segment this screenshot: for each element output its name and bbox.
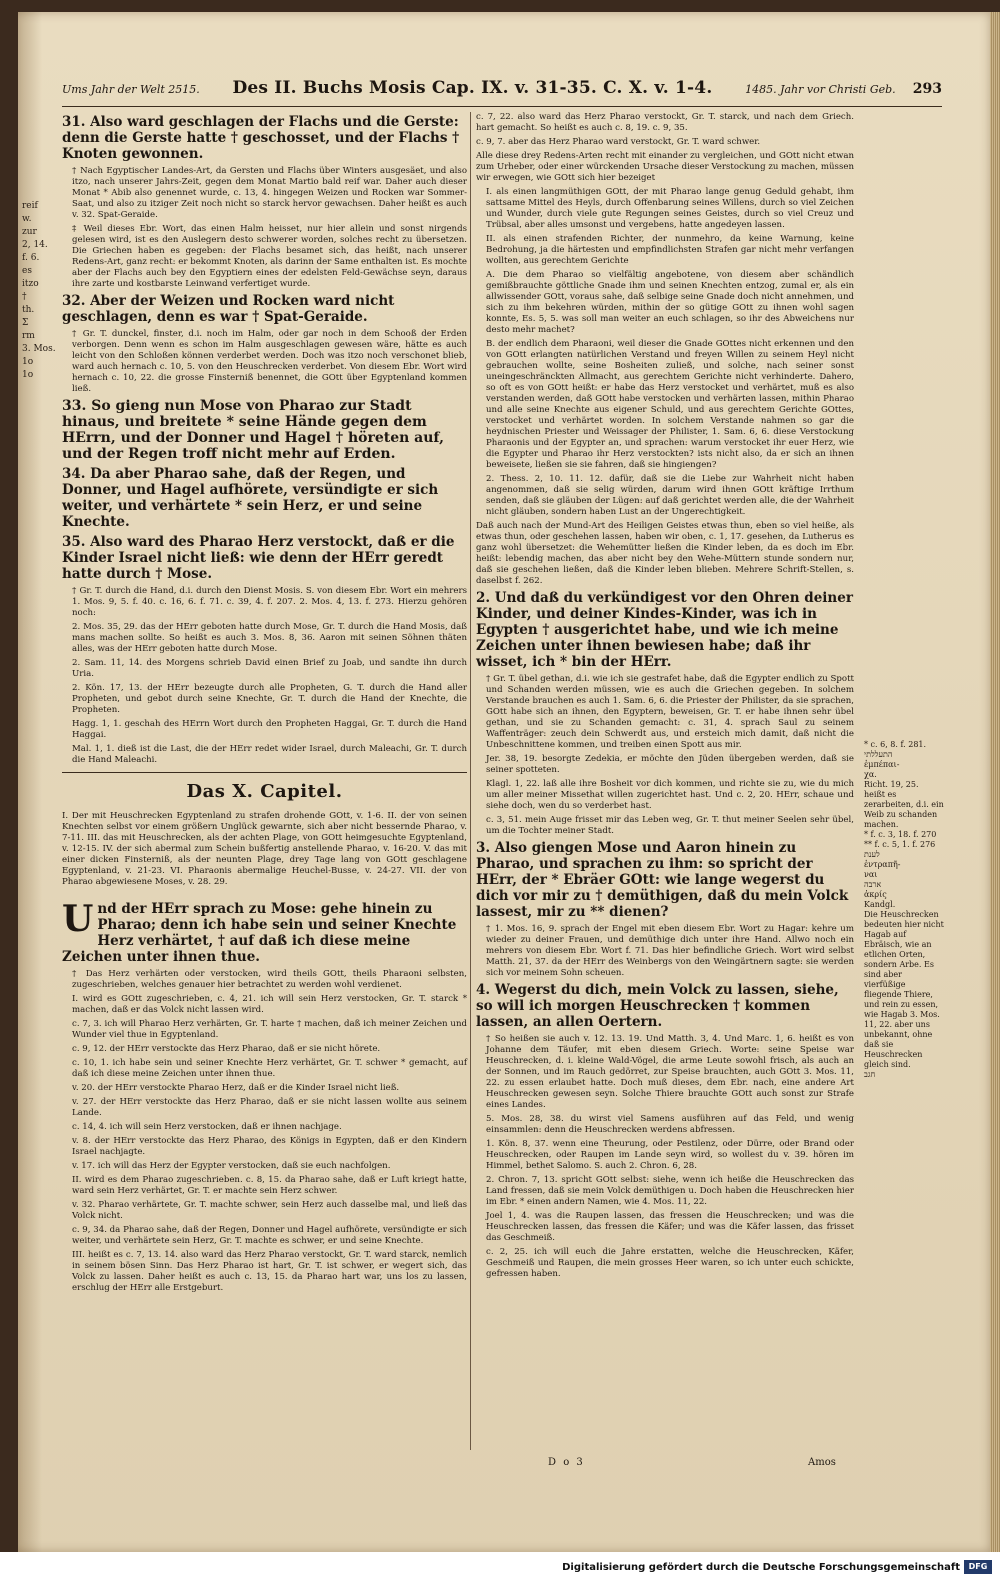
note-r6: A. Die dem Pharao so vielfältig angebotene, von diesem aber schändlich gemißbrauchte göttliche Gnade ihm und seinen Knechten entzog, zumal er, als ein allwissender GOtt, voraus sahe, daß selbige seine Gnade doch nicht annehmen, und sich zu ihm bekehren würden, mithin der so gütige GOtt zu ihnen wohl sagen konnte, Es. 5, 5. was soll man weiter an euch schlagen, so ihr des Abweichens nur desto mehr machet? — [486, 270, 854, 335]
note-9-35a: † Gr. T. durch die Hand, d.i. durch den Dienst Mosis. S. von diesem Ebr. Wort ein mehrers 1. Mos. 9, 5. f. 40. c. 16, 6. f. 71. c. 39, 4. f. 207. 2. Mos. 4, 13. f. 273. Hierzu gehören noch: — [72, 586, 467, 618]
note-9-35c: 2. Sam. 11, 14. des Morgens schrieb David einen Brief zu Joab, und sandte ihn durch Uria. — [72, 658, 467, 679]
note-10-4c: 1. Kön. 8, 37. wenn eine Theurung, oder Pestilenz, oder Dürre, oder Brand oder Heuschrecken, oder Raupen im Lande seyn wird, so wollest du v. 39. hören im Himmel, bethet Salomo. S. auch 2. Chron. 6, 28. — [486, 1139, 854, 1171]
note-10-2a: † Gr. T. übel gethan, d.i. wie ich sie gestrafet habe, daß die Egypter endlich zu Spott und Schanden werden müssen, wie es auch die Griechen gegeben. In solchem Verstande brauchen es auch 1. Sam. 6, 6. die Priester der Philister, da sie sprachen, GOtt habe sich an ihnen, den Egyptern, beweisen, Gr. T. er habe ihnen sehr übel gethan, und sie zu Schanden gemacht: c. 31, 4. sprach Saul zu seinem Waffenträger: zeuch dein Schwerdt aus, und ersteich mich damit, daß nicht die Unbeschnittene kommen, und treiben einen Spott aus mir. — [486, 674, 854, 750]
note-10-1m: c. 9, 34. da Pharao sahe, daß der Regen, Donner und Hagel aufhörete, versündigte er sich weiter, und verhärtete sein Herz, Gr. T. machte es schwer, er und seine Knechte. — [72, 1225, 467, 1247]
signature-mark: D o 3 — [548, 1457, 585, 1468]
note-r9: Daß auch nach der Mund-Art des Heiligen Geistes etwas thun, eben so viel heiße, als etwas thun, oder geschehen lassen, haben wir oben, c. 1, 17. gesehen, da Lutherus es ganz wohl übersetzet: die Wehemütter ließen die Kinder leben, da es doch im Ebr. heißt: lebendig machen, das aber nicht bey den Wehe-Müttern stunde sondern nur, daß sie geschehen ließen, daß die Kinder leben blieben. Mehrere Schrift-Stellen, s. daselbst f. 262. — [476, 521, 854, 586]
note-r3: Alle diese drey Redens-Arten recht mit einander zu vergleichen, und GOtt nicht etwan zum Urheber, oder einer würckenden Ursache dieser Verstockung zu machen, müssen wir erwegen, wie GOtt sich hier bezeiget — [476, 151, 854, 183]
chapter-summary: I. Der mit Heuschrecken Egyptenland zu strafen drohende GOtt, v. 1-6. II. der von seinen Knechten selbst vor einem größern Unglück gewarnte, sich aber nicht bessernde Pharao, v. 7-11. III. das mit Heuschrecken, als der achten Plage, von GOtt heimgesuchte Egyptenland, v. 12-15. IV. der sich abermal zum Schein bußfertig anstellende Pharao, v. 16-20. V. das mit einer dicken Finsterniß, als der neunten Plage, drey Tage lang von GOtt geschlagene Egyptenland, v. 21-23. VI. Pharaonis abermalige Heuchel-Busse, v. 24-27. VII. der von Pharao abgewiesene Moses, v. 28. 29. — [62, 810, 467, 887]
dfg-credit-text: Digitalisierung gefördert durch die Deutsche Forschungsgemeinschaft — [562, 1562, 960, 1573]
verse-9-33: 33. So gieng nun Mose von Pharao zur Stadt hinaus, und breitete * seine Hände gegen dem HErrn, und der Donner und Hagel † höreten auf, und der Regen troff nicht mehr auf Erden. — [62, 398, 445, 462]
note-10-1e: c. 10, 1. ich habe sein und seiner Knechte Herz verhärtet, Gr. T. schwer * gemacht, auf daß ich diese meine Zeichen unter ihnen thue. — [72, 1058, 467, 1080]
running-header — [62, 78, 942, 104]
verse-9-35: 35. Also ward des Pharao Herz verstockt, daß er die Kinder Israel nicht ließ: wie denn der HErr geredt hatte durch † Mose. — [62, 534, 455, 582]
note-10-1a: † Das Herz verhärten oder verstocken, wird theils GOtt, theils Pharaoni selbsten, zugeschrieben, welches genauer hier betrachtet zu werden wohl verdienet. — [72, 969, 467, 991]
verse-9-32: 32. Aber der Weizen und Rocken ward nicht geschlagen, denn es war † Spat-Geraide. — [62, 293, 395, 325]
chapter-rule — [62, 772, 467, 773]
verse-10-1-text: nd der HErr sprach zu Mose: gehe hinein zu Pharao; denn ich habe sein und seiner Knechte Herz verhärtet, † auf daß ich diese meine Zeichen unter ihnen thue. — [62, 901, 457, 966]
page-number: 293 — [912, 81, 942, 97]
note-10-4b: 5. Mos. 28, 38. du wirst viel Samens ausführen auf das Feld, und wenig einsammlen: denn die Heuschrecken werdens abfressen. — [486, 1114, 854, 1135]
header-year-left: Ums Jahr der Welt 2515. — [62, 83, 200, 96]
note-9-35b: 2. Mos. 35, 29. das der HErr geboten hatte durch Mose, Gr. T. durch die Hand Mosis, daß mans machen sollte. So heißt es auch 3. Mos. 8, 36. Aaron mit seinen Söhnen thäten alles, was der HErr geboten hatte durch Mose. — [72, 622, 467, 654]
note-9-35e: Hagg. 1, 1. geschah des HErrn Wort durch den Propheten Haggai, Gr. T. durch die Hand Haggai. — [72, 719, 467, 740]
note-r7: B. der endlich dem Pharaoni, weil dieser die Gnade GOttes nicht erkennen und den von GOtt erlangten natürlichen Verstand und freyen Willen zu seinem Heyl nicht gebrauchen wollte, seine Bosheiten zuließ, und solche, nach seiner sonst uneingeschränckten Allmacht, aus gerechtem Gerichte nicht verhinderte. Dahero, so oft es von GOtt heißt: er habe das Herz verstocket und verhärtet, muß es also verstanden werden, daß GOtt habe verstocken und verhärten lassen, mithin Pharao und alle seine Knechte aus eigener Schuld, und aus gerechtem Gerichte GOttes, verstocket und verhärtet worden. In solchem Verstande nahmen so gar die heydnischen Priester und Weissager der Philister, 1. Sam. 6, 6. diese Verstockung Pharaonis und der Egypter an, und sprachen: warum verstocket ihr euer Herz, wie die Egypter und Pharao ihr Herz verstockten? ists nicht also, da er sich an ihnen beweisete, ließen sie sie fahren, daß sie hingiengen? — [486, 339, 854, 470]
note-10-1l: v. 32. Pharao verhärtete, Gr. T. machte schwer, sein Herz auch dasselbe mal, und ließ das Volck nicht. — [72, 1200, 467, 1222]
drop-cap: U — [62, 898, 94, 941]
note-10-4f: c. 2, 25. ich will euch die Jahre erstatten, welche die Heuschrecken, Käfer, Geschmeiß und Raupen, die mein grosses Heer waren, so ich unter euch schickte, gefressen haben. — [486, 1247, 854, 1279]
verse-10-1 — [62, 898, 467, 966]
note-10-1n: III. heißt es c. 7, 13. 14. also ward das Herz Pharao verstockt, Gr. T. ward starck, nemlich in seinem bösen Sinn. Das Herz Pharao ist hart, Gr. T. ist schwer, er wegert sich, das Volck zu lassen. Daher heißt es auch c. 13, 15. da Pharao hart war, uns los zu lassen, erschlug der HErr alle Erstgeburt. — [72, 1250, 467, 1294]
note-10-2b: Jer. 38, 19. besorgte Zedekia, er möchte den Jüden übergeben werden, daß sie seiner spotteten. — [486, 754, 854, 775]
note-10-1b: I. wird es GOtt zugeschrieben, c. 4, 21. ich will sein Herz verstocken, Gr. T. starck * machen, daß er das Volck nicht lassen wird. — [72, 994, 467, 1016]
note-9-31a: † Nach Egyptischer Landes-Art, da Gersten und Flachs über Winters ausgesäet, und also itzo, nach unserer Jahrs-Zeit, gegen dem Monat Martio bald reif war. Daher auch dieser Monat * Abib also genennet wurde, c. 13, 4. hingegen Weizen und Rocken war Sommer-Saat, und also zu itziger Zeit noch nicht so starck hervor gewachsen. Daher heißt es auch v. 32. Spat-Geraide. — [72, 166, 467, 220]
note-r4: I. als einen langmüthigen GOtt, der mit Pharao lange genug Geduld gehabt, ihm sattsame Mittel des Heyls, durch Offenbarung seines Willens, durch so viel Zeichen und Wunder, durch viele gute Regungen seines Geistes, durch so viel Creuz und Trübsal, aber alles umsonst und vergebens, hatte angedeyen lassen. — [486, 187, 854, 230]
verse-9-34: 34. Da aber Pharao sahe, daß der Regen, und Donner, und Hagel aufhörete, versündigte er sich weiter, und verhärtete * sein Herz, er und seine Knechte. — [62, 466, 439, 530]
note-9-31b: ‡ Weil dieses Ebr. Wort, das einen Halm heisset, nur hier allein und sonst nirgends gelesen wird, ist es den Auslegern desto schwerer worden, solches recht zu übersetzen. Die Griechen haben es gegeben: der Flachs besamet sich, das heißt, nach unserer Redens-Art, ganz recht: er bekommt Knoten, als darinn der Same enthalten ist. Es mochte aber der Flachs auch bey den Egyptiern eines der edelsten Feld-Gewächse seyn, daraus ihre zarte und kostbarste Leinwand verfertiget wurde. — [72, 224, 467, 289]
note-10-1g: v. 27. der HErr verstockte das Herz Pharao, daß er sie nicht lassen wollte aus seinem Lande. — [72, 1097, 467, 1119]
header-title: Des II. Buchs Mosis Cap. IX. v. 31-35. C. X. v. 1-4. — [232, 78, 713, 98]
verse-10-3: 3. Also giengen Mose und Aaron hinein zu Pharao, und sprachen zu ihm: so spricht der HErr, der * Ebräer GOtt: wie lange wegerst du dich vor mir zu † demüthigen, daß du mein Volck lassest, mir zu ** dienen? — [476, 840, 849, 920]
note-10-1h: c. 14, 4. ich will sein Herz verstocken, daß er ihnen nachjage. — [72, 1122, 342, 1133]
note-10-2d: c. 3, 51. mein Auge frisset mir das Leben weg, Gr. T. thut meiner Seelen sehr übel, um die Tochter meiner Stadt. — [486, 815, 854, 836]
note-10-1f: v. 20. der HErr verstockte Pharao Herz, daß er die Kinder Israel nicht ließ. — [72, 1083, 400, 1094]
note-10-4a: † So heißen sie auch v. 12. 13. 19. Und Matth. 3, 4. Und Marc. 1, 6. heißt es von Johanne dem Täufer, mit eben diesem Griech. Worte: seine Speise war Heuschrecken, d. i. kleine Wald-Vögel, die arme Leute sowohl frisch, als auch an der Sonnen, und im Rauch gedörret, zur Speise brauchten, auch GOtt 3. Mos. 11, 22. zu essen erlaubet hatte. Doch muß dieses, dem Ebr. nach, eine andere Art Heuschrecken gewesen seyn. Solche Thiere brauchte GOtt auch sonst zur Strafe eines Landes. — [486, 1034, 854, 1110]
note-10-3: † 1. Mos. 16, 9. sprach der Engel mit eben diesem Ebr. Wort zu Hagar: kehre um wieder zu deiner Frauen, und demüthige dich unter ihre Hand. Allwo noch ein mehrers von diesem Ebr. Wort f. 71. Das hier befindliche Griech. Wort wird selbst Matth. 21, 37. da der HErr des Weinbergs von den Weingärtnern sagte: sie werden sich vor meinem Sohn scheuen. — [486, 924, 854, 978]
note-10-2c: Klagl. 1, 22. laß alle ihre Bosheit vor dich kommen, und richte sie zu, wie du mich um aller meiner Missethat willen zugerichtet hast. Und c. 2, 20. HErr, schaue und siehe doch, wen du so verderbet hast. — [486, 779, 854, 811]
header-year-right: 1485. Jahr vor Christi Geb. — [745, 83, 896, 96]
verse-9-31: 31. Also ward geschlagen der Flachs und die Gerste: denn die Gerste hatte † geschosset, und der Flachs † Knoten gewonnen. — [62, 114, 460, 162]
left-column — [62, 112, 467, 1297]
note-9-35f: Mal. 1, 1. dieß ist die Last, die der HErr redet wider Israel, durch Maleachi, Gr. T. durch die Hand Maleachi. — [72, 744, 467, 765]
left-margin-notes: reif w. zur 2, 14. f. 6. es itzo † th. Σ rm 3. Mos. 1ο 1ο — [22, 201, 56, 380]
verse-10-4: 4. Wegerst du dich, mein Volck zu lassen, siehe, so will ich morgen Heuschrecken † kommen lassen, an allen Oertern. — [476, 982, 839, 1030]
header-rule — [62, 106, 942, 107]
note-10-1d: c. 9, 12. der HErr verstockte das Herz Pharao, daß er sie nicht hörete. — [72, 1044, 381, 1055]
note-r2: c. 9, 7. aber das Herz Pharao ward verstockt, Gr. T. ward schwer. — [476, 137, 761, 147]
note-9-32: † Gr. T. dunckel, finster, d.i. noch im Halm, oder gar noch in dem Schooß der Erden verborgen. Denn wenn es schon im Halm ausgeschlagen gewesen wäre, hätte es auch leicht von den Schloßen können verderbet werden. Doch was itzo noch verschonet blieb, ward auch hernach c. 10, 5. von den Heuschrecken verderbet. Von diesem Ebr. Wort wird hernach c. 10, 22. die grosse Finsterniß benennet, die GOtt über Egyptenland kommen ließ. — [72, 329, 467, 394]
note-10-1k: II. wird es dem Pharao zugeschrieben. c. 8, 15. da Pharao sahe, daß er Luft kriegt hatte, ward sein Herz verhärtet, Gr. T. er machte sein Herz schwer. — [72, 1175, 467, 1197]
note-10-1i: v. 8. der HErr verstockte das Herz Pharao, des Königs in Egypten, daß er den Kindern Israel nachjagte. — [72, 1136, 467, 1158]
page-edge — [990, 12, 1000, 1552]
chapter-title: Das X. Capitel. — [186, 781, 343, 802]
column-divider — [470, 112, 471, 1450]
right-margin-notes: * c. 6, 8. f. 281. התעללתי ἐμπέπαι- χα. Richt. 19, 25. heißt es zerarbeiten, d.i. ein Weib zu schanden machen. * f. c. 3, 18. f. 270 ** f. c. 5, 1. f. 276 לענת ἐντραπῆ- ναι ארבה ἀκρίς Kandgl. Die Heuschrecken bedeuten hier nicht Hagab auf Ebräisch, wie an etlichen Orten, sondern Arbe. Es sind aber vierfüßige fliegende Thiere, und rein zu essen, wie Hagab 3. Mos. 11, 22. aber uns unbekannt, ohne daß sie Heuschrecken gleich sind. חגב — [864, 740, 944, 1079]
right-column — [476, 112, 854, 1283]
note-r1: c. 7, 22. also ward das Herz Pharao verstockt, Gr. T. starck, und nach dem Griech. hart gemacht. So heißt es auch c. 8, 19. c. 9, 35. — [476, 112, 854, 133]
note-r5: II. als einen strafenden Richter, der nunmehro, da keine Warnung, keine Bedrohung, ja die härtesten und empfindlichsten Strafen gar nicht mehr verfangen wollten, aus gerechtem Gerichte — [486, 234, 854, 266]
note-10-4d: 2. Chron. 7, 13. spricht GOtt selbst: siehe, wenn ich heiße die Heuschrecken das Land fressen, daß sie mein Volck demüthigen u. Doch haben die Heuschrecken hier im Ebr. * einen andern Namen, wie 4. Mos. 11, 22. — [486, 1175, 854, 1207]
catchword: Amos — [808, 1457, 836, 1468]
note-10-4e: Joel 1, 4. was die Raupen lassen, das fressen die Heuschrecken; und was die Heuschrecken lassen, das fressen die Käfer; und was die Käfer lassen, das frisset das Geschmeiß. — [486, 1211, 854, 1243]
note-10-1j: v. 17. ich will das Herz der Egypter verstocken, daß sie euch nachfolgen. — [72, 1161, 391, 1172]
note-10-1c: c. 7, 3. ich will Pharao Herz verhärten, Gr. T. harte † machen, daß ich meiner Zeichen und Wunder viel thue in Egyptenland. — [72, 1019, 467, 1041]
note-r8: 2. Thess. 2, 10. 11. 12. dafür, daß sie die Liebe zur Wahrheit nicht haben angenommen, daß sie selig würden, darum wird ihnen GOtt kräftige Irrthum senden, daß sie gläuben der Lügen: auf daß gerichtet werden alle, die der Wahrheit nicht gläuben, sondern haben Lust an der Ungerechtigkeit. — [486, 474, 854, 517]
verse-10-2: 2. Und daß du verkündigest vor den Ohren deiner Kinder, und deiner Kindes-Kinder, was ich in Egypten † ausgerichtet habe, und wie ich meine Zeichen unter ihnen bewiesen habe; daß ihr wisset, ich * bin der HErr. — [476, 590, 853, 670]
dfg-logo: DFG — [964, 1560, 992, 1574]
note-9-35d: 2. Kön. 17, 13. der HErr bezeugte durch alle Propheten, G. T. durch die Hand aller Propheten, und gebot durch seine Knechte, Gr. T. durch die Hand der Knechte, die Propheten. — [72, 683, 467, 715]
